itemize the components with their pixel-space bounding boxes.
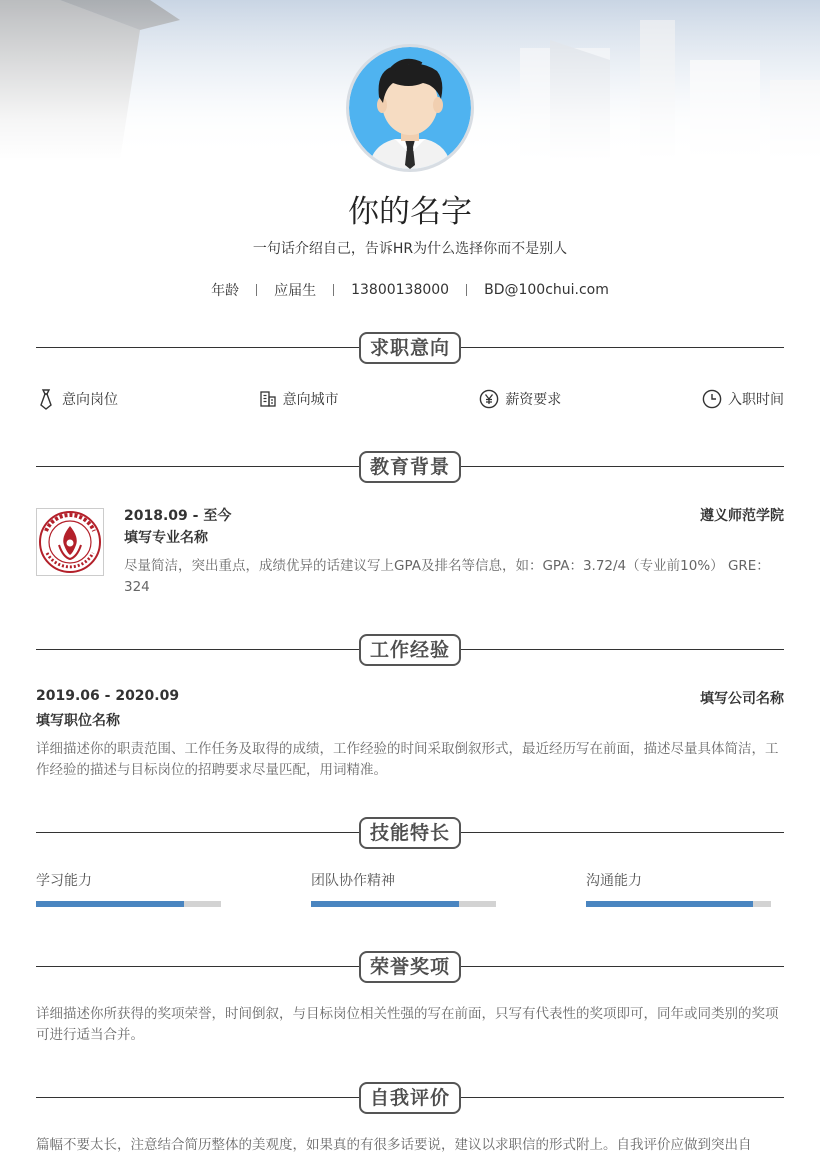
work-date: 2019.06 - 2020.09 bbox=[36, 688, 180, 704]
candidate-name: 你的名字 bbox=[348, 194, 472, 230]
divider bbox=[256, 284, 257, 296]
intent-start-time-label: 入职时间 bbox=[727, 392, 784, 408]
skill-name: 学习能力 bbox=[36, 873, 92, 889]
divider bbox=[333, 284, 334, 296]
contact-status: 应届生 bbox=[274, 283, 317, 299]
intent-city-label: 意向城市 bbox=[282, 392, 339, 408]
clock-icon bbox=[702, 389, 722, 409]
education-major: 填写专业名称 bbox=[124, 530, 208, 546]
work-company: 填写公司名称 bbox=[700, 691, 784, 707]
skill-name: 沟通能力 bbox=[586, 873, 642, 889]
section-title-honors: 荣誉奖项 bbox=[359, 951, 461, 983]
honors-description: 详细描述你所获得的奖项荣誉，时间倒叙，与目标岗位相关性强的写在前面，只写有代表性的奖项即可，同年或同类别的奖项可进行适当合并。 bbox=[36, 1006, 779, 1043]
skill-bar-fill bbox=[311, 901, 459, 907]
work-description: 详细描述你的职责范围、工作任务及取得的成绩，工作经验的时间采取倒叙形式，最近经历写在前面，描述尽量具体简洁，工作经验的描述与目标岗位的招聘要求尽量匹配，用词精准。 bbox=[36, 741, 779, 778]
skills-list bbox=[36, 870, 784, 910]
intent-row bbox=[36, 386, 784, 412]
intent-city bbox=[259, 389, 339, 409]
building-icon bbox=[259, 390, 277, 408]
section-title-intent: 求职意向 bbox=[359, 332, 461, 364]
skill-item bbox=[586, 870, 771, 907]
section-title-self-evaluation: 自我评价 bbox=[359, 1082, 461, 1114]
school-logo bbox=[36, 508, 104, 576]
intent-salary-label: 薪资要求 bbox=[505, 392, 562, 408]
section-title-skills: 技能特长 bbox=[359, 817, 461, 849]
contact-phone[interactable]: 13800138000 bbox=[351, 282, 450, 298]
self-evaluation-description: 篇幅不要太长，注意结合简历整体的美观度，如果真的有很多话要说，建议以求职信的形式附上。自我评价应做到突出自 bbox=[36, 1137, 752, 1153]
skill-bar-track bbox=[311, 901, 496, 907]
skill-name: 团队协作精神 bbox=[311, 873, 395, 889]
skill-item bbox=[36, 870, 221, 907]
section-header-self-evaluation bbox=[36, 1082, 784, 1114]
section-header-intent bbox=[36, 332, 784, 364]
avatar bbox=[346, 44, 474, 172]
work-position: 填写职位名称 bbox=[36, 713, 120, 729]
skill-bar-track bbox=[36, 901, 221, 907]
section-header-education bbox=[36, 451, 784, 483]
intent-position bbox=[36, 388, 118, 410]
education-description: 尽量简洁，突出重点，成绩优异的话建议写上GPA及排名等信息，如：GPA：3.72/4（专业前10%） GRE：324 bbox=[124, 558, 770, 595]
skill-bar-track bbox=[586, 901, 771, 907]
skill-item bbox=[311, 870, 496, 907]
intent-position-label: 意向岗位 bbox=[62, 392, 118, 408]
contact-row bbox=[0, 280, 820, 300]
education-school: 遵义师范学院 bbox=[700, 508, 784, 524]
section-title-work: 工作经验 bbox=[359, 634, 461, 666]
section-title-education: 教育背景 bbox=[359, 451, 461, 483]
section-header-skills bbox=[36, 817, 784, 849]
section-header-honors bbox=[36, 951, 784, 983]
tie-icon bbox=[36, 388, 56, 410]
skill-bar-fill bbox=[586, 901, 753, 907]
school-seal-icon bbox=[37, 509, 103, 575]
divider bbox=[466, 284, 467, 296]
intent-salary bbox=[479, 389, 561, 409]
candidate-tagline: 一句话介绍自己，告诉HR为什么选择你而不是别人 bbox=[252, 241, 568, 257]
education-date: 2018.09 - 至今 bbox=[124, 508, 232, 524]
section-header-work bbox=[36, 634, 784, 666]
intent-start-time bbox=[702, 389, 784, 409]
yen-icon bbox=[479, 389, 499, 409]
skill-bar-fill bbox=[36, 901, 184, 907]
contact-age: 年龄 bbox=[211, 283, 240, 299]
contact-email[interactable]: BD@100chui.com bbox=[484, 282, 609, 298]
